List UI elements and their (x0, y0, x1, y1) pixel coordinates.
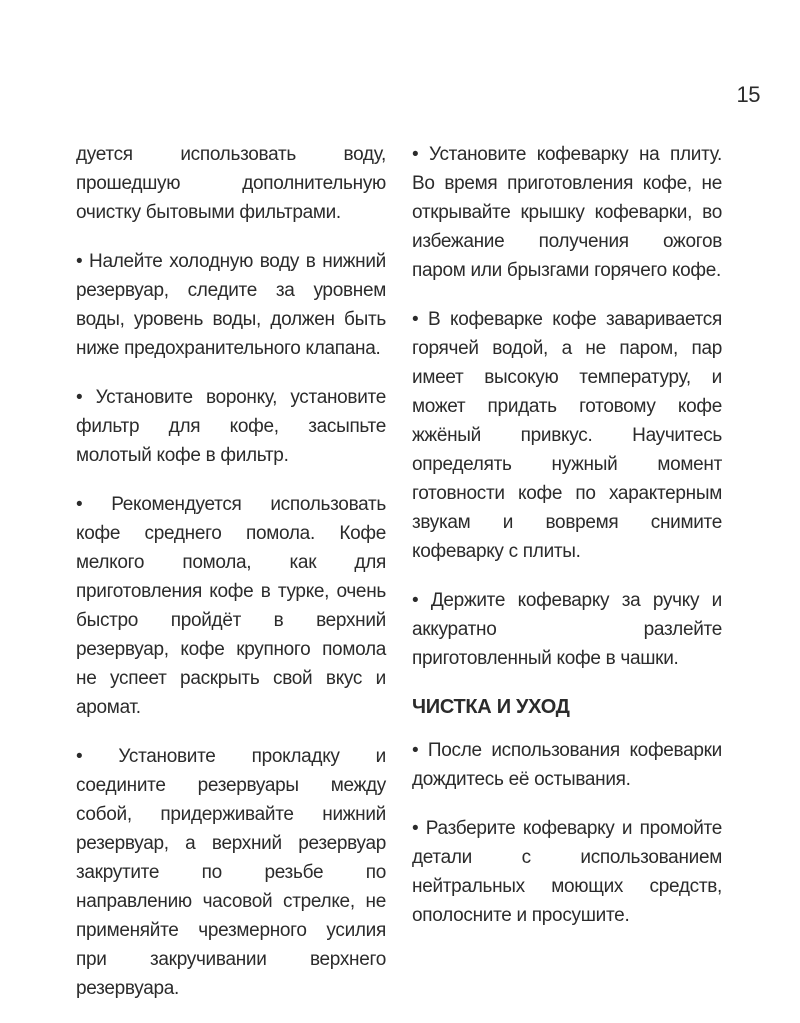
section-heading-cleaning: ЧИСТКА И УХОД (412, 696, 570, 718)
paragraph-water-quality: дуется использовать воду, прошедшую дополнительную очистку бытовыми фильтрами. (76, 144, 386, 223)
paragraph-place-on-stove: • Установите кофеварку на плиту. Во время приготовления кофе, не открывайте крышку кофеварки, во избежание получения ожогов паром или брызгами горячего кофе. (412, 144, 722, 281)
page-number: 15 (736, 82, 760, 107)
paragraph-disassemble-wash: • Разберите кофеварку и промойте детали с использованием нейтральных моющих средств, ополосните и просушите. (412, 818, 722, 926)
paragraph-grind-size: • Рекомендуется использовать кофе среднего помола. Кофе мелкого помола, как для приготовления кофе в турке, очень быстро пройдёт в верхний резервуар, кофе крупного помола не успеет раскрыть свой вкус и аромат. (76, 494, 386, 718)
paragraph-brewing-process: • В кофеварке кофе заваривается горячей водой, а не паром, пар имеет высокую температуру, и может придать готовому кофе жжёный привкус. Научитесь определять нужный момент готовности кофе по характерным звукам и вовремя снимите кофеварку с плиты. (412, 309, 722, 562)
paragraph-pour-coffee: • Держите кофеварку за ручку и аккуратно разлейте приготовленный кофе в чашки. (412, 590, 722, 669)
left-column (76, 140, 386, 1023)
paragraph-cool-down: • После использования кофеварки дождитесь её остывания. (412, 740, 722, 790)
right-column (412, 140, 722, 950)
paragraph-install-funnel: • Установите воронку, установите фильтр для кофе, засыпьте молотый кофе в фильтр. (76, 387, 386, 466)
paragraph-fill-water: • Налейте холодную воду в нижний резервуар, следите за уровнем воды, уровень воды, должен быть ниже предохранительного клапана. (76, 251, 386, 359)
paragraph-assemble-reservoirs: • Установите прокладку и соедините резервуары между собой, придерживайте нижний резервуар, а верхний резервуар закрутите по резьбе по направлению часовой стрелке, не применяйте чрезмерного усилия при закручивании верхнего резервуара. (76, 746, 386, 999)
